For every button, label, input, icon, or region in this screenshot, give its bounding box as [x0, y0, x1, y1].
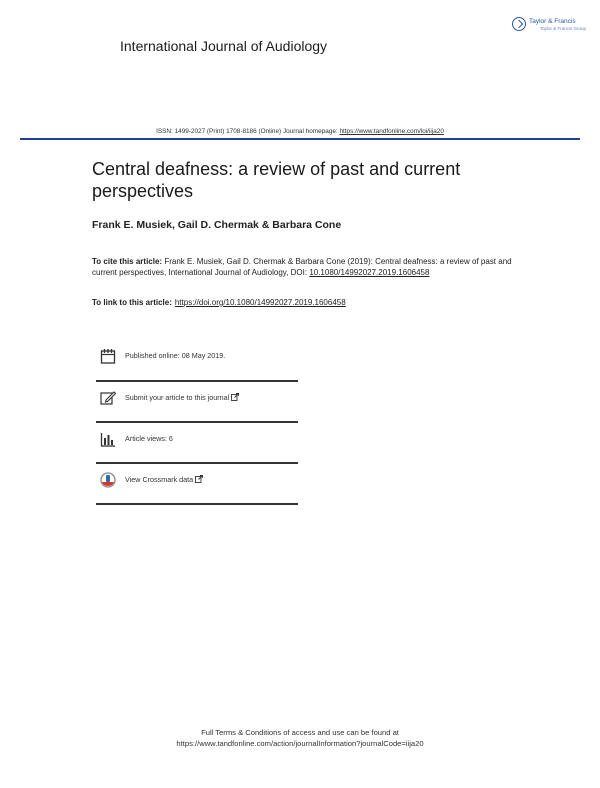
published-online-row [96, 344, 296, 378]
submit-article-text: Submit your article to this journal [125, 393, 230, 402]
info-divider [96, 421, 298, 423]
article-views-row [96, 427, 296, 461]
article-doi-link[interactable]: https://doi.org/10.1080/14992027.2019.1606458 [174, 298, 346, 307]
external-link-icon [231, 393, 239, 401]
calendar-icon [100, 348, 116, 364]
publisher-sub: Taylor & Francis Group [540, 26, 587, 31]
submit-article-row[interactable] [96, 386, 296, 420]
footer-terms: Full Terms & Conditions of access and use can be found at [201, 728, 399, 737]
edit-icon [100, 390, 116, 406]
issn-text: ISSN: 1499-2027 (Print) 1708-8186 (Online) Journal homepage: [156, 128, 340, 135]
submit-article-label[interactable] [125, 393, 239, 402]
cite-label: To cite this article: [92, 257, 163, 266]
journal-homepage-link[interactable]: https://www.tandfonline.com/loi/iija20 [339, 128, 444, 135]
published-online-label: Published online: 08 May 2019. [125, 351, 226, 360]
crossmark-row[interactable] [96, 468, 296, 502]
article-views-label: Article views: 6 [125, 434, 173, 443]
crossmark-icon [100, 472, 116, 488]
cite-text: Frank E. Musiek, Gail D. Chermak & Barbara Cone (2019): Central deafness: a review of past and current perspectives, International Journal of Audiology, DOI: [92, 257, 512, 277]
publisher-logo[interactable] [512, 17, 592, 37]
footer [0, 727, 600, 749]
citation-block [92, 257, 512, 278]
article-authors: Frank E. Musiek, Gail D. Chermak & Barbara Cone [92, 219, 342, 231]
publisher-logo-icon [512, 17, 526, 31]
issn-line [0, 128, 600, 135]
bar-chart-icon [100, 431, 116, 447]
header-rule [20, 138, 580, 140]
info-divider [96, 503, 298, 505]
article-link-line [92, 298, 346, 307]
article-title: Central deafness: a review of past and current perspectives [92, 159, 461, 201]
external-link-icon [195, 475, 203, 483]
cite-doi-link[interactable]: 10.1080/14992027.2019.1606458 [309, 267, 430, 277]
link-label: To link to this article: [92, 298, 172, 307]
info-divider [96, 380, 298, 382]
publisher-brand: Taylor & Francis [529, 18, 576, 25]
journal-title: International Journal of Audiology [120, 38, 328, 54]
crossmark-label[interactable] [125, 475, 203, 484]
crossmark-text: View Crossmark data [125, 475, 194, 484]
footer-journal-info-link[interactable]: https://www.tandfonline.com/action/journalInformation?journalCode=iija20 [176, 739, 424, 748]
info-divider [96, 462, 298, 464]
